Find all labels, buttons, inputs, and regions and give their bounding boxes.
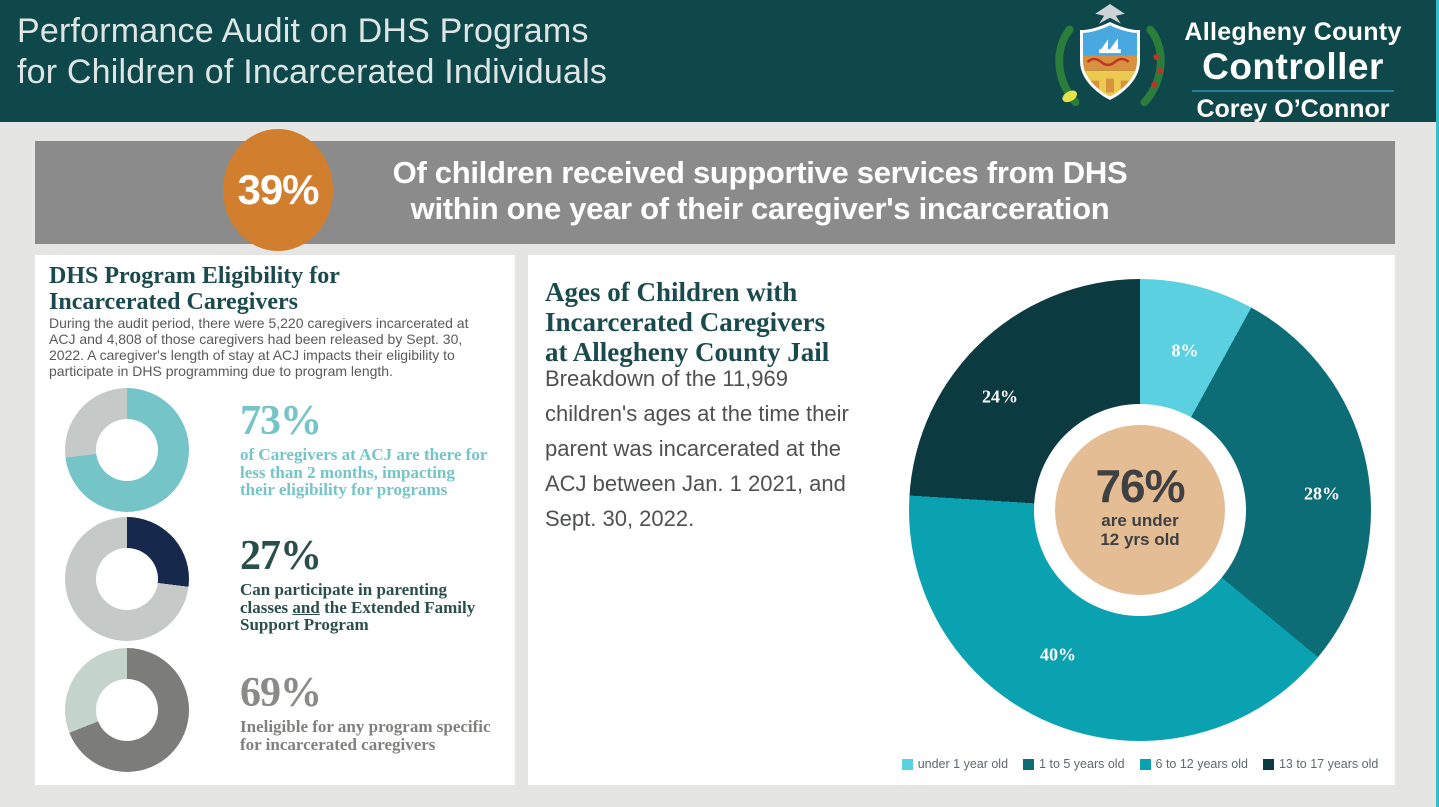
- legend-item-1-to-5: [1023, 757, 1124, 771]
- center-stat-caption: [1055, 511, 1225, 549]
- legend-label: 1 to 5 years old: [1039, 757, 1125, 771]
- ages-desc-line: Breakdown of the 11,969: [545, 366, 788, 391]
- legend-label: 13 to 17 years old: [1278, 757, 1379, 771]
- slice-label-1-to-5: 28%: [1304, 483, 1340, 504]
- caption-line: [240, 599, 475, 617]
- stat-69-value: 69%: [240, 670, 321, 716]
- eligibility-desc-line: During the audit period, there were 5,220 caregivers incarcerated at: [49, 315, 469, 331]
- stat-73-caption: [240, 446, 487, 499]
- brand-text: [1182, 18, 1404, 124]
- donut-chart-27: [65, 517, 189, 641]
- page-title-line2: for Children of Incarcerated Individuals: [17, 53, 608, 91]
- brand-office: Controller: [1202, 46, 1384, 87]
- legend-label: under 1 year old: [917, 757, 1009, 771]
- stat-banner-line1: Of children received supportive services from DHS: [392, 155, 1128, 190]
- brand-divider: [1192, 90, 1394, 92]
- slice-label-13-to-17: 24%: [982, 386, 1018, 407]
- eligibility-description: [49, 315, 468, 379]
- page-title-line1: Performance Audit on DHS Programs: [17, 12, 589, 50]
- legend-swatch: [1023, 759, 1034, 770]
- stat-banner: [35, 141, 1395, 244]
- ages-donut-chart: [909, 279, 1371, 741]
- chart-legend: [909, 757, 1379, 771]
- ages-title-line2: Incarcerated Caregivers: [545, 307, 826, 337]
- caption-line: Ineligible for any program specific: [240, 717, 491, 736]
- ages-title-line3: at Allegheny County Jail: [545, 337, 830, 367]
- ages-title: [545, 277, 829, 367]
- brand-org: Allegheny County: [1184, 18, 1402, 46]
- donut-hole: [96, 419, 158, 481]
- ages-desc-line: parent was incarcerated at the: [545, 436, 841, 461]
- caption-line: their eligibility for programs: [240, 480, 448, 499]
- legend-swatch: [1263, 759, 1274, 770]
- ages-title-line1: Ages of Children with: [545, 277, 798, 307]
- ages-desc-line: children's ages at the time their: [545, 401, 849, 426]
- page-title: [17, 11, 607, 93]
- donut-center-badge: [1055, 425, 1225, 595]
- stat-value: 39%: [237, 166, 319, 213]
- controller-brand: [1046, 2, 1404, 124]
- center-caption-line1: are under: [1101, 511, 1179, 530]
- stat-27-caption: [240, 581, 475, 634]
- caption-line: for incarcerated caregivers: [240, 734, 436, 754]
- header: [0, 0, 1439, 122]
- ages-desc-line: ACJ between Jan. 1 2021, and: [545, 471, 846, 496]
- caption-underlined-word: and: [292, 597, 320, 617]
- stat-73-value: 73%: [240, 398, 321, 444]
- eligibility-title: [49, 263, 340, 315]
- caption-line: of Caregivers at ACJ are there for: [240, 445, 488, 464]
- stat-circle: [223, 129, 333, 251]
- center-caption-line2: 12 yrs old: [1100, 530, 1180, 549]
- slice-label-6-to-12: 40%: [1040, 644, 1076, 665]
- caption-line: Support Program: [240, 615, 369, 634]
- caption-segment: classes: [240, 597, 293, 617]
- legend-swatch: [902, 759, 913, 770]
- legend-swatch: [1140, 759, 1151, 770]
- ages-description: [545, 361, 849, 536]
- donut-hole: [96, 548, 158, 610]
- donut-hole: [96, 679, 158, 741]
- stat-69: [240, 671, 491, 753]
- ages-desc-line: Sept. 30, 2022.: [545, 506, 695, 531]
- caption-line: less than 2 months, impacting: [240, 462, 455, 482]
- legend-item-6-to-12: [1140, 757, 1248, 771]
- stat-27-value: 27%: [240, 533, 321, 579]
- donut-chart-73: [65, 388, 189, 512]
- caption-line: Can participate in parenting: [240, 580, 448, 599]
- center-stat-value: 76%: [1095, 460, 1185, 512]
- stat-banner-line2: within one year of their caregiver's incarceration: [410, 191, 1110, 226]
- legend-label: 6 to 12 years old: [1155, 757, 1248, 771]
- ages-panel: [528, 255, 1395, 785]
- stat-banner-text: [345, 155, 1175, 227]
- legend-item-under-1: [902, 757, 1008, 771]
- eligibility-title-line1: DHS Program Eligibility for: [49, 263, 340, 289]
- eligibility-desc-line: ACJ and 4,808 of those caregivers had been released by Sept. 30,: [49, 331, 463, 347]
- eligibility-desc-line: 2022. A caregiver's length of stay at ACJ impacts their eligibility to: [49, 347, 455, 363]
- eligibility-panel: [35, 255, 515, 785]
- caption-segment: the Extended Family: [319, 597, 476, 617]
- eligibility-title-line2: Incarcerated Caregivers: [49, 289, 299, 315]
- stat-73: [240, 399, 487, 499]
- eligibility-desc-line: participate in DHS programming due to program length.: [49, 363, 393, 379]
- county-seal-icon: [1046, 2, 1174, 116]
- legend-item-13-to-17: [1263, 757, 1378, 771]
- slice-label-under-1: 8%: [1171, 340, 1199, 361]
- brand-person: Corey O’Connor: [1196, 95, 1390, 123]
- stat-69-caption: [240, 718, 491, 753]
- stat-27: [240, 534, 475, 634]
- donut-chart-69: [65, 648, 189, 772]
